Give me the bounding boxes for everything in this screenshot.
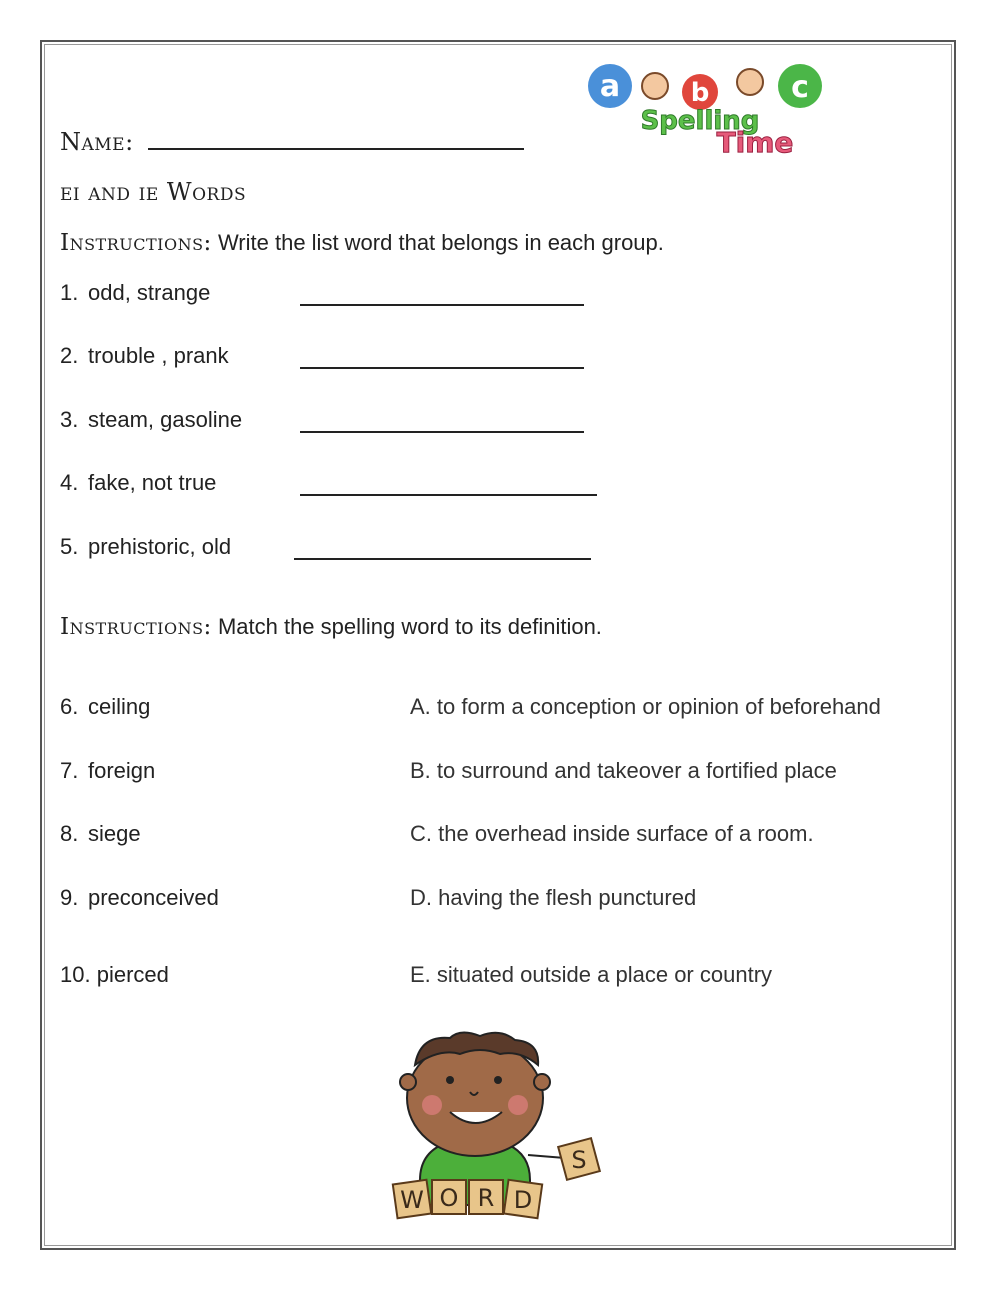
instructions-1 [60, 230, 664, 256]
boy-eye-left [446, 1076, 454, 1084]
match-word-8 [60, 821, 141, 847]
logo-kid-2 [737, 69, 763, 95]
group-item-3 [60, 407, 242, 433]
boy-ear-left [400, 1074, 416, 1090]
instructions-1-text: Write the list word that belongs in each group. [217, 230, 664, 255]
answer-blank-2[interactable] [300, 347, 584, 369]
item-number: 9. [60, 885, 79, 910]
item-clue: odd, strange [88, 280, 211, 305]
definition-a [410, 694, 881, 720]
tile-s [558, 1138, 600, 1180]
definition-text: to surround and takeover a fortified place [436, 758, 837, 783]
definition-letter: D. [410, 885, 432, 910]
boy-eye-right [494, 1076, 502, 1084]
instructions-2-text: Match the spelling word to its definition. [217, 614, 602, 639]
svg-text:R: R [477, 1184, 495, 1212]
svg-text:S: S [571, 1146, 587, 1174]
item-number: 6. [60, 694, 79, 719]
item-number: 5. [60, 534, 79, 559]
definition-text: situated outside a place or country [436, 962, 773, 987]
item-clue: fake, not true [88, 470, 217, 495]
match-word: siege [88, 821, 141, 846]
svg-text:O: O [439, 1184, 459, 1212]
definition-c [410, 821, 814, 847]
definition-e [410, 962, 772, 988]
item-number: 7. [60, 758, 79, 783]
match-word-6 [60, 694, 150, 720]
svg-text:W: W [400, 1186, 424, 1214]
definition-letter: A. [410, 694, 431, 719]
item-number: 2. [60, 343, 79, 368]
match-word-7 [60, 758, 155, 784]
definition-text: the overhead inside surface of a room. [438, 821, 814, 846]
group-item-2 [60, 343, 229, 369]
match-word: preconceived [88, 885, 219, 910]
definition-letter: E. [410, 962, 431, 987]
boy-ear-right [534, 1074, 550, 1090]
item-clue: prehistoric, old [88, 534, 232, 559]
worksheet-subtitle: ei and ie Words [60, 178, 247, 206]
definition-text: having the flesh punctured [438, 885, 697, 910]
instructions-1-label: Instructions: [60, 230, 212, 256]
definition-b [410, 758, 837, 784]
match-word-10 [60, 962, 169, 988]
definition-letter: B. [410, 758, 431, 783]
instructions-2 [60, 614, 602, 640]
tile-r [469, 1180, 503, 1214]
boy-with-tiles-illustration [380, 1030, 620, 1230]
name-blank[interactable] [148, 128, 524, 150]
group-item-1 [60, 280, 210, 306]
tile-d [504, 1180, 542, 1218]
definition-d [410, 885, 696, 911]
item-clue: steam, gasoline [88, 407, 243, 432]
definition-letter: C. [410, 821, 432, 846]
match-word: foreign [88, 758, 156, 783]
name-label: Name: [60, 128, 134, 156]
tile-o [432, 1180, 466, 1214]
spelling-time-logo [560, 56, 860, 156]
match-word-9 [60, 885, 219, 911]
item-number: 8. [60, 821, 79, 846]
item-number: 10. [60, 962, 91, 987]
answer-blank-1[interactable] [300, 284, 584, 306]
item-number: 1. [60, 280, 79, 305]
item-number: 3. [60, 407, 79, 432]
boy-cheek-left [422, 1095, 442, 1115]
group-item-4 [60, 470, 216, 496]
item-clue: trouble , prank [88, 343, 229, 368]
answer-blank-3[interactable] [300, 411, 584, 433]
logo-time-text: Time [716, 126, 794, 156]
answer-blank-5[interactable] [294, 538, 591, 560]
instructions-2-label: Instructions: [60, 614, 212, 640]
definition-text: to form a conception or opinion of beforehand [436, 694, 881, 719]
logo-letter-c: c [791, 70, 809, 105]
logo-spelling-text: Spelling [640, 106, 760, 136]
name-field[interactable] [60, 128, 524, 156]
logo-kid-1 [642, 73, 668, 99]
logo-letter-b: b [690, 78, 710, 108]
group-item-5 [60, 534, 231, 560]
svg-text:D: D [513, 1186, 533, 1214]
item-number: 4. [60, 470, 79, 495]
match-word: ceiling [88, 694, 151, 719]
logo-letter-a: a [599, 69, 621, 104]
boy-cheek-right [508, 1095, 528, 1115]
match-word: pierced [96, 962, 169, 987]
tile-w [393, 1180, 431, 1218]
answer-blank-4[interactable] [300, 474, 597, 496]
